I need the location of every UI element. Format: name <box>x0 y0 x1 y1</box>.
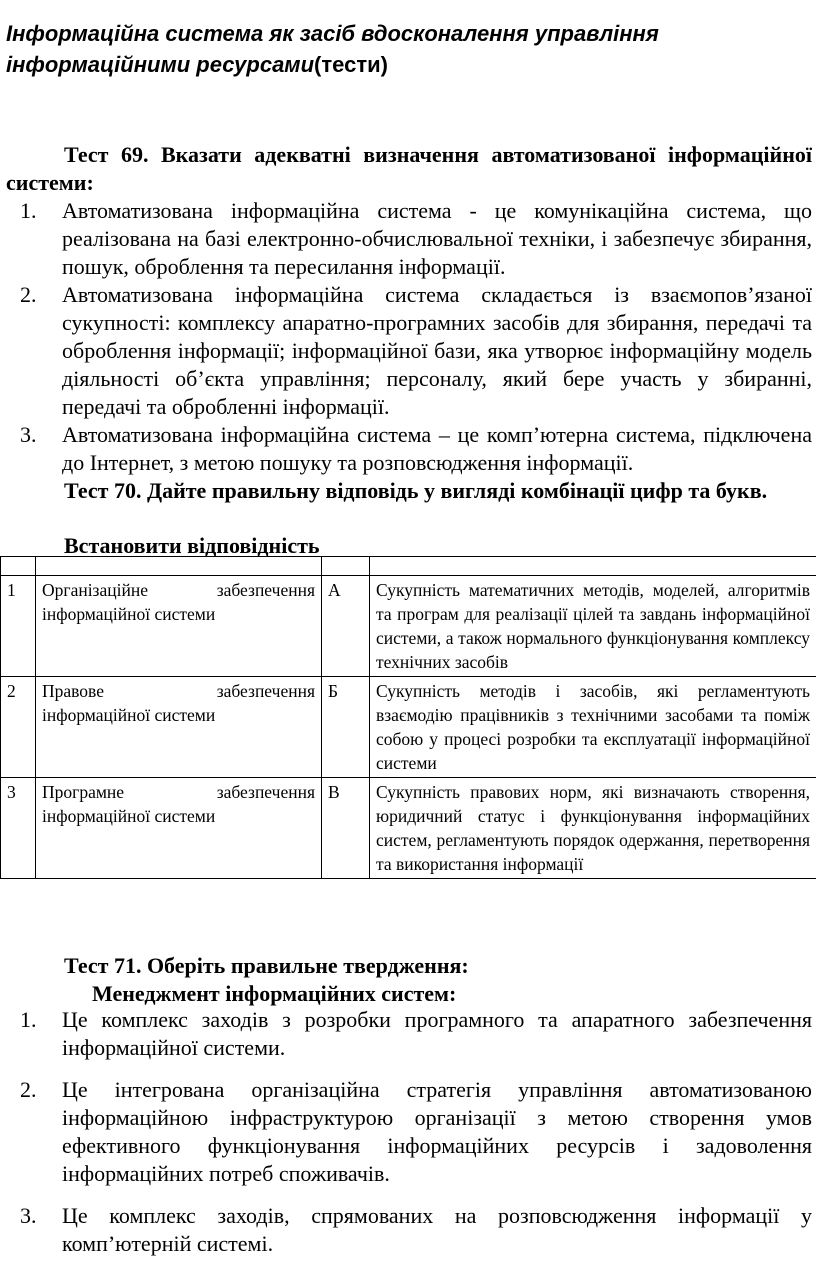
title-italic: Інформаційна система як засіб вдосконалення управління інформаційними ресурсами <box>6 21 659 77</box>
table-row <box>1 778 816 879</box>
test-69-question: Тест 69. Вказати адекватні визначення автоматизованої інформаційної системи: <box>6 142 812 195</box>
row-left-term: Правове забезпечення інформаційної системи <box>36 677 322 778</box>
test-71-subtitle: Менеджмент інформаційних систем: <box>92 981 457 1006</box>
test-71-question: Тест 71. Оберіть правильне твердження: <box>64 953 469 978</box>
table-header-row <box>1 557 816 576</box>
test-71-answer-2: 2. Це інтегрована організаційна стратегія управління автоматизованою інформаційною інфраструктурою організації з метою створення умов ефективного функціонування інформаційних ресурсів і задоволення інформаційних потреб споживачів. <box>20 1077 812 1186</box>
row-number: 1 <box>1 576 36 677</box>
table-row <box>1 677 816 778</box>
test-71-answer-3: 3. Це комплекс заходів, спрямованих на розповсюдження інформації у комп’ютерній системі. <box>20 1203 812 1256</box>
test-69-answer-1: 1. Автоматизована інформаційна система - це комунікаційна система, що реалізована на базі електронно-обчислювальної техніки, і забезпечує збирання, пошук, оброблення та пересилання інформації. <box>20 198 812 279</box>
row-letter: Б <box>322 677 370 778</box>
test-69-answers <box>6 197 812 477</box>
matching-table <box>0 556 816 879</box>
row-number: 2 <box>1 677 36 778</box>
row-right-definition: Сукупність методів і засобів, які регламентують взаємодію працівників з технічними засобами та поміж собою у процесі розробки та експлуатації інформаційної системи <box>370 677 816 778</box>
test-70-question: Тест 70. Дайте правильну відповідь у вигляді комбінації цифр та букв. <box>64 478 768 503</box>
row-letter: В <box>322 778 370 879</box>
test-69-answer-2: 2. Автоматизована інформаційна система складається із взаємопов’язаної сукупності: комплексу апаратно-програмних засобів для збирання, передачі та оброблення інформації; інформаційної бази, яка утворює інформаційну модель діяльності об’єкта управління; персоналу, який бере участь у збиранні, передачі та обробленні інформації. <box>20 282 812 419</box>
row-left-term: Організаційне забезпечення інформаційної системи <box>36 576 322 677</box>
row-left-term: Програмне забезпечення інформаційної системи <box>36 778 322 879</box>
test-69-answer-3: 3. Автоматизована інформаційна система – це комп’ютерна система, підключена до Інтернет, з метою пошуку та розповсюдження інформації. <box>20 422 812 475</box>
row-right-definition: Сукупність математичних методів, моделей, алгоритмів та програм для реалізації цілей та завдань інформаційної системи, а також нормального функціонування комплексу технічних засобів <box>370 576 816 677</box>
test-71-answers <box>6 1006 812 1258</box>
table-row <box>1 576 816 677</box>
title-plain: (тести) <box>314 52 388 77</box>
document-title <box>6 18 806 80</box>
test-71-answer-1: 1. Це комплекс заходів з розробки програмного та апаратного забезпечення інформаційної системи. <box>20 1007 812 1060</box>
row-right-definition: Сукупність правових норм, які визначають створення, юридичний статус і функціонування інформаційних систем, регламентують порядок одержання, перетворення та використання інформації <box>370 778 816 879</box>
row-letter: А <box>322 576 370 677</box>
row-number: 3 <box>1 778 36 879</box>
test-70-subtitle: Встановити відповідність <box>64 533 320 558</box>
